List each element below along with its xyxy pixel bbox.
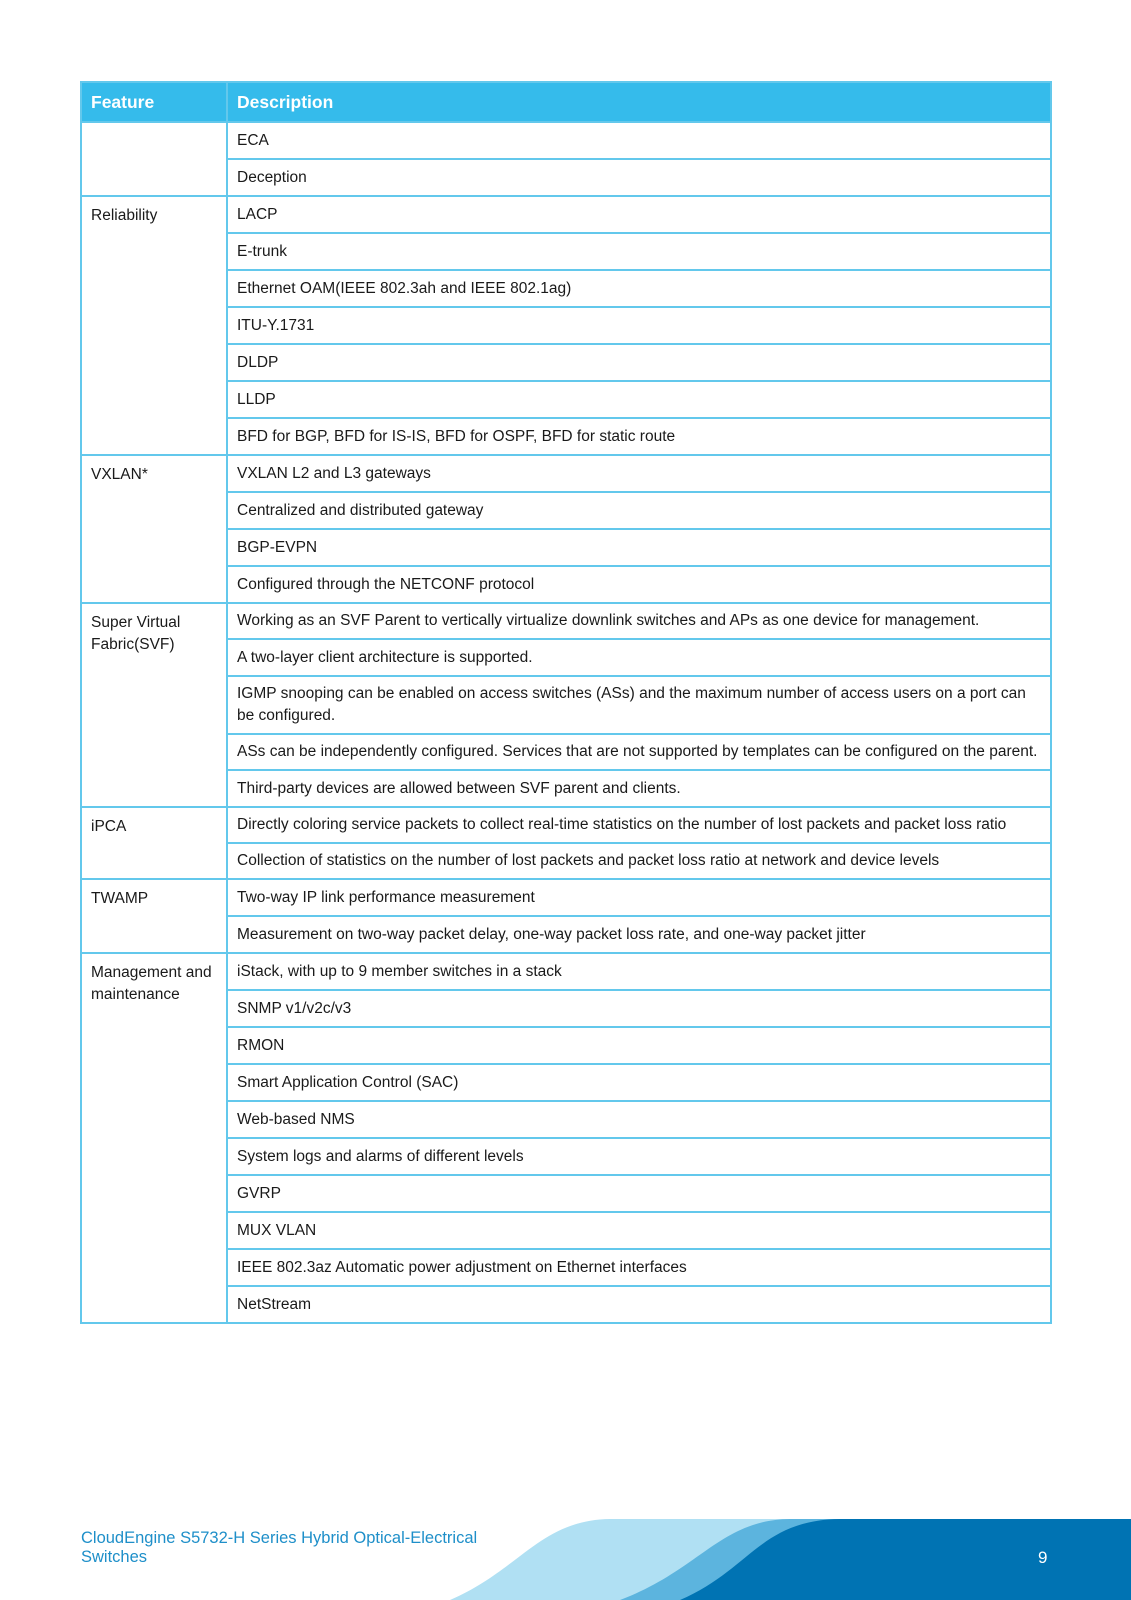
- footer-document-title: CloudEngine S5732-H Series Hybrid Optical-Electrical Switches: [81, 1529, 478, 1566]
- table-row: [81, 307, 1051, 344]
- feature-cell: Reliability: [81, 196, 227, 455]
- table-row: [81, 807, 1051, 843]
- table-row: [81, 843, 1051, 879]
- table-row: [81, 492, 1051, 529]
- feature-cell: TWAMP: [81, 879, 227, 953]
- feature-cell: Super Virtual Fabric(SVF): [81, 603, 227, 807]
- description-cell: Web-based NMS: [227, 1101, 1051, 1138]
- table-header-row: [81, 82, 1051, 122]
- page-number: 9: [1038, 1548, 1048, 1567]
- feature-cell: VXLAN*: [81, 455, 227, 603]
- description-cell: LLDP: [227, 381, 1051, 418]
- table-row: [81, 233, 1051, 270]
- table-row: [81, 344, 1051, 381]
- feature-spec-table: [80, 81, 1052, 1324]
- table-row: [81, 566, 1051, 603]
- table-row: [81, 603, 1051, 639]
- description-cell: Working as an SVF Parent to vertically virtualize downlink switches and APs as one device for management.: [227, 603, 1051, 639]
- description-cell: E-trunk: [227, 233, 1051, 270]
- description-cell: MUX VLAN: [227, 1212, 1051, 1249]
- feature-cell: Management and maintenance: [81, 953, 227, 1323]
- table-row: [81, 879, 1051, 916]
- table-row: [81, 122, 1051, 159]
- description-cell: Deception: [227, 159, 1051, 196]
- description-cell: iStack, with up to 9 member switches in a stack: [227, 953, 1051, 990]
- feature-cell: iPCA: [81, 807, 227, 879]
- description-cell: Centralized and distributed gateway: [227, 492, 1051, 529]
- table-row: [81, 1249, 1051, 1286]
- description-cell: A two-layer client architecture is supported.: [227, 639, 1051, 676]
- table-row: [81, 529, 1051, 566]
- table-row: [81, 639, 1051, 676]
- table-row: [81, 1101, 1051, 1138]
- description-cell: System logs and alarms of different levels: [227, 1138, 1051, 1175]
- table-row: [81, 990, 1051, 1027]
- description-cell: IGMP snooping can be enabled on access switches (ASs) and the maximum number of access users on a port can be configured.: [227, 676, 1051, 734]
- table-body: [81, 122, 1051, 1323]
- description-cell: ITU-Y.1731: [227, 307, 1051, 344]
- description-cell: Smart Application Control (SAC): [227, 1064, 1051, 1101]
- table-row: [81, 196, 1051, 233]
- table-row: [81, 734, 1051, 770]
- description-cell: Third-party devices are allowed between SVF parent and clients.: [227, 770, 1051, 807]
- description-cell: NetStream: [227, 1286, 1051, 1323]
- description-cell: RMON: [227, 1027, 1051, 1064]
- description-cell: Directly coloring service packets to collect real-time statistics on the number of lost packets and packet loss ratio: [227, 807, 1051, 843]
- table-row: [81, 676, 1051, 734]
- description-cell: BFD for BGP, BFD for IS-IS, BFD for OSPF, BFD for static route: [227, 418, 1051, 455]
- table-row: [81, 270, 1051, 307]
- table-row: [81, 1175, 1051, 1212]
- table-row: [81, 916, 1051, 953]
- description-cell: Collection of statistics on the number of lost packets and packet loss ratio at network and device levels: [227, 843, 1051, 879]
- description-cell: Ethernet OAM(IEEE 802.3ah and IEEE 802.1ag): [227, 270, 1051, 307]
- description-cell: Two-way IP link performance measurement: [227, 879, 1051, 916]
- table-row: [81, 1138, 1051, 1175]
- feature-cell: [81, 122, 227, 196]
- header-description: Description: [227, 82, 1051, 122]
- description-cell: BGP-EVPN: [227, 529, 1051, 566]
- table-row: [81, 159, 1051, 196]
- table-row: [81, 1064, 1051, 1101]
- description-cell: ECA: [227, 122, 1051, 159]
- description-cell: Configured through the NETCONF protocol: [227, 566, 1051, 603]
- table-row: [81, 1212, 1051, 1249]
- description-cell: Measurement on two-way packet delay, one-way packet loss rate, and one-way packet jitter: [227, 916, 1051, 953]
- table-row: [81, 1027, 1051, 1064]
- table-row: [81, 953, 1051, 990]
- header-feature: Feature: [81, 82, 227, 122]
- description-cell: VXLAN L2 and L3 gateways: [227, 455, 1051, 492]
- description-cell: LACP: [227, 196, 1051, 233]
- table-row: [81, 381, 1051, 418]
- description-cell: ASs can be independently configured. Services that are not supported by templates can be configured on the parent.: [227, 734, 1051, 770]
- description-cell: GVRP: [227, 1175, 1051, 1212]
- description-cell: DLDP: [227, 344, 1051, 381]
- description-cell: IEEE 802.3az Automatic power adjustment on Ethernet interfaces: [227, 1249, 1051, 1286]
- table-row: [81, 418, 1051, 455]
- table-row: [81, 1286, 1051, 1323]
- table-row: [81, 770, 1051, 807]
- table-row: [81, 455, 1051, 492]
- description-cell: SNMP v1/v2c/v3: [227, 990, 1051, 1027]
